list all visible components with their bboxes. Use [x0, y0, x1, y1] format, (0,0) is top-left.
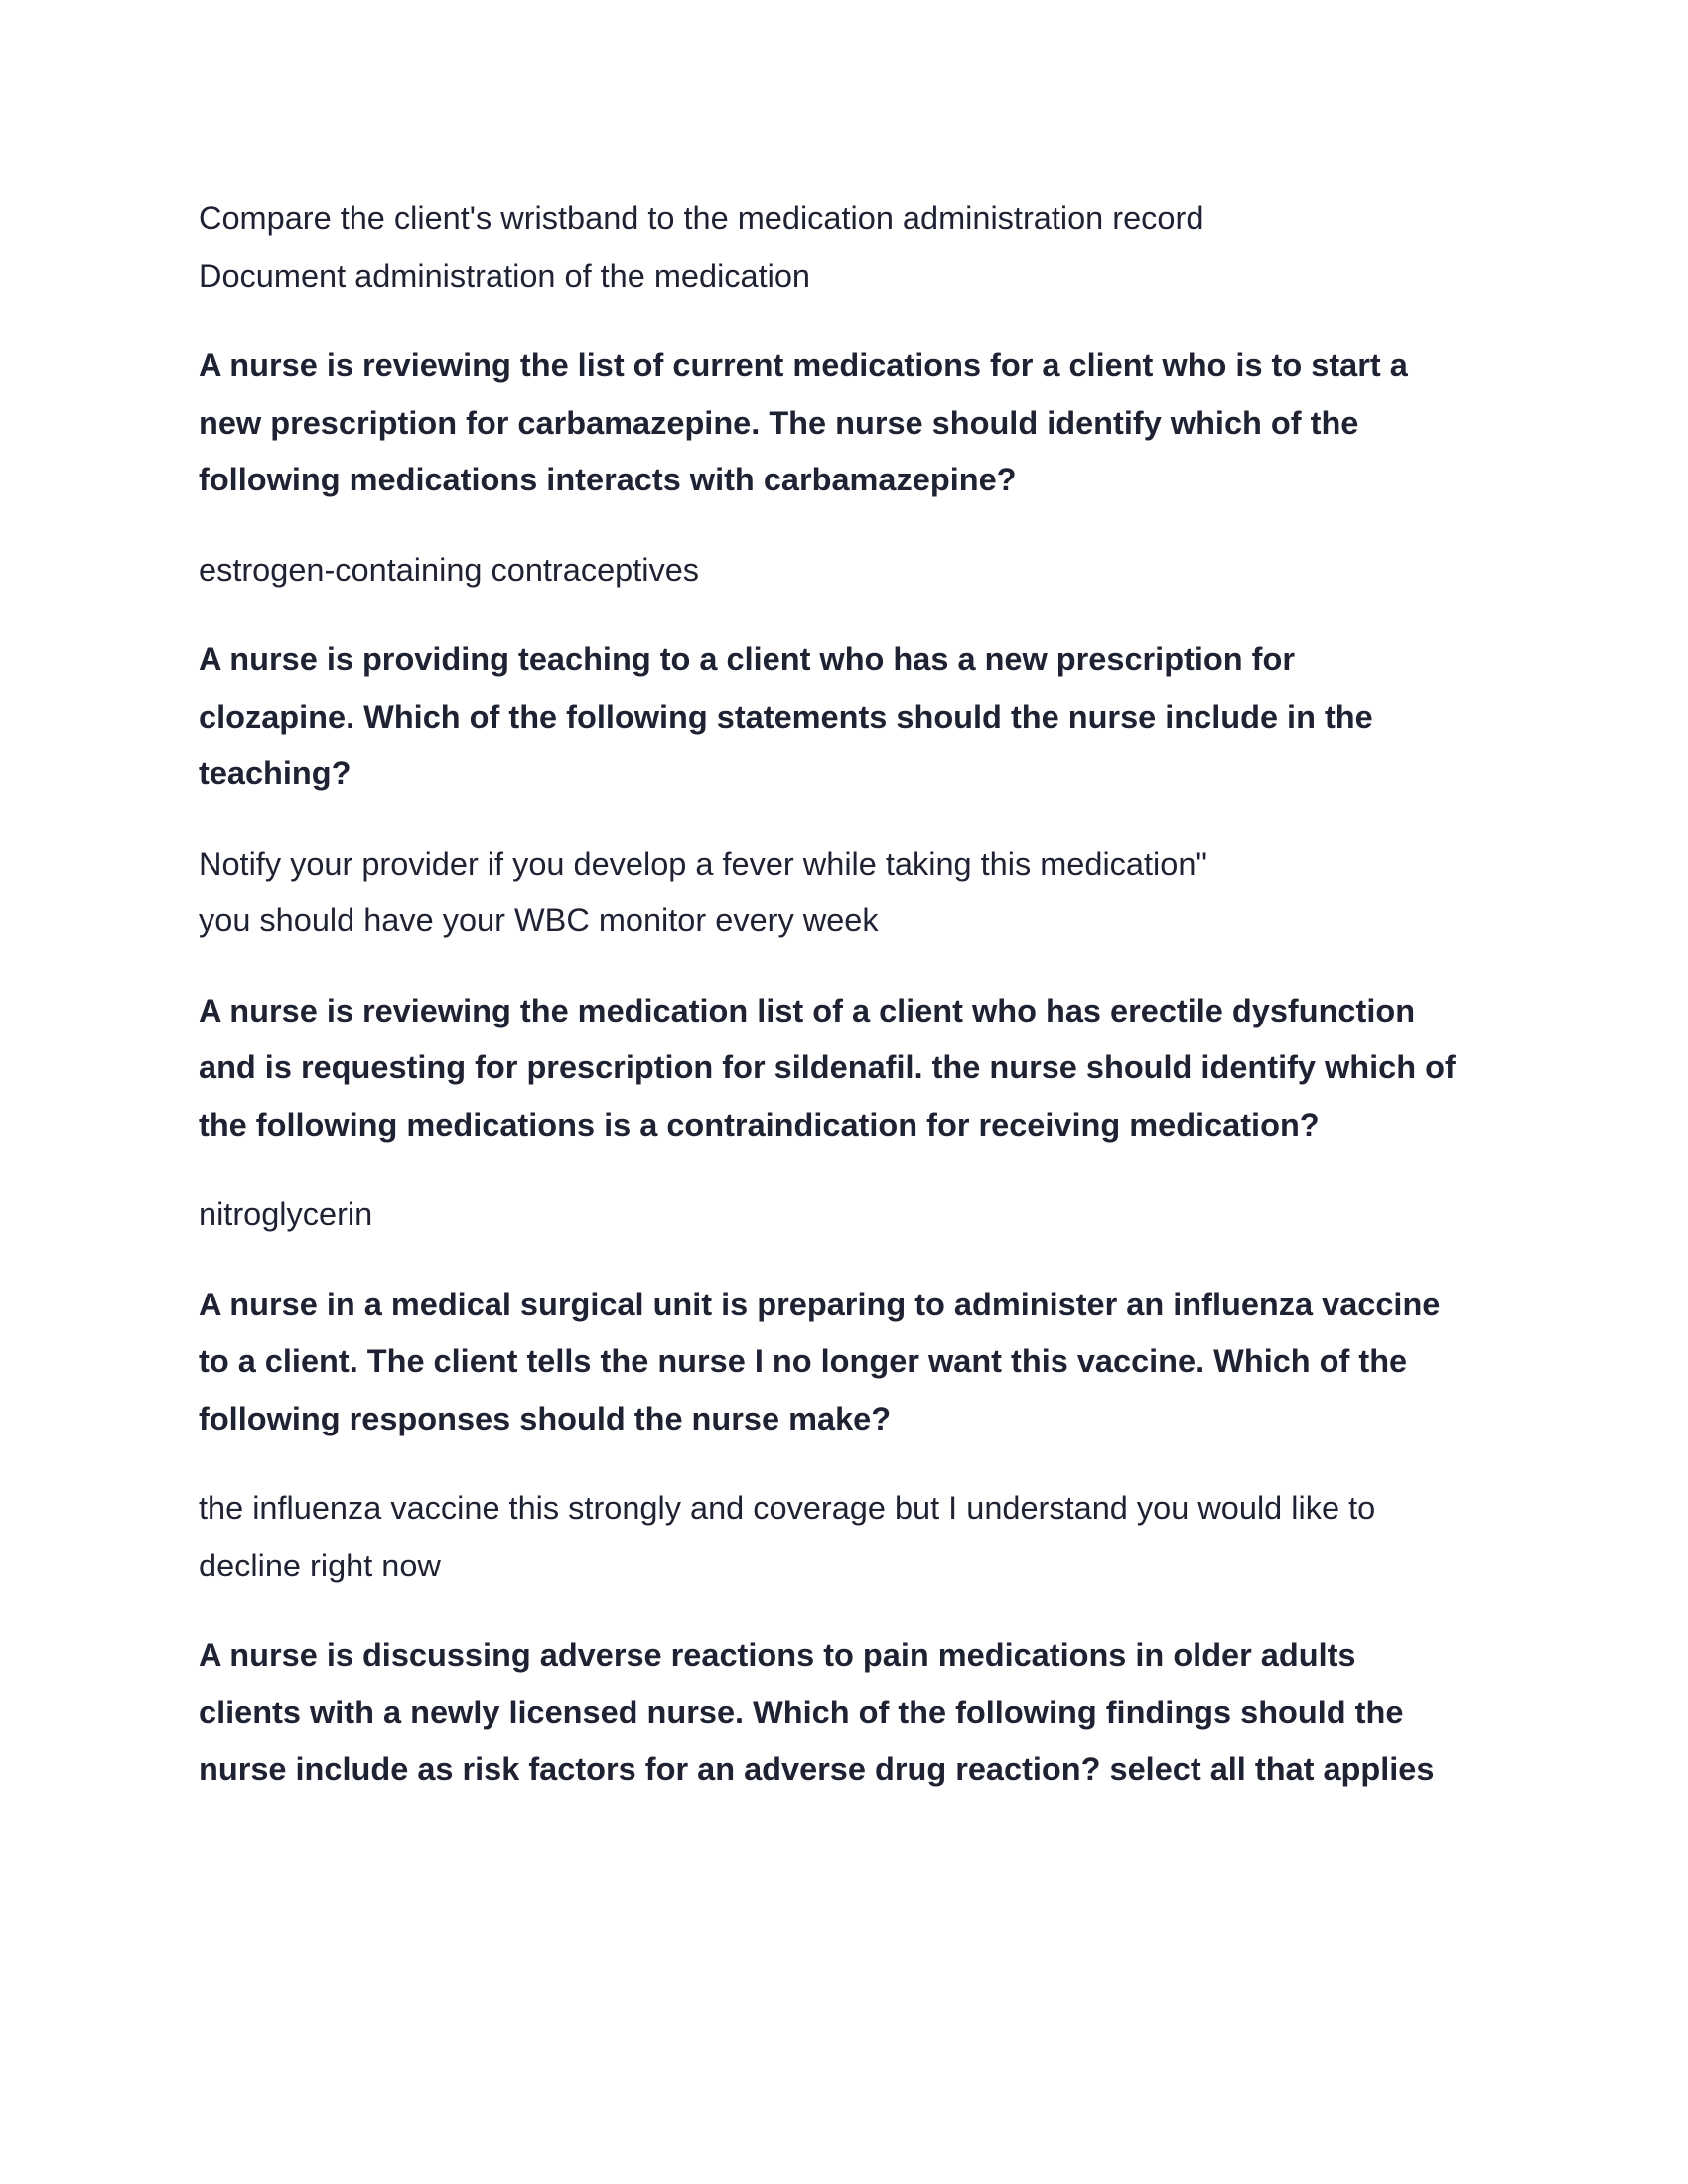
question-line: A nurse is discussing adverse reactions to pain medications in older adults — [199, 1637, 1356, 1673]
answer-line: Document administration of the medication — [199, 257, 811, 294]
question-line: and is requesting for prescription for sildenafil. the nurse should identify which of — [199, 1049, 1456, 1085]
answer-line: nitroglycerin — [199, 1196, 373, 1232]
question-line: A nurse is reviewing the list of current medications for a client who is to start a — [199, 347, 1408, 383]
answer-line: the influenza vaccine this strongly and coverage but I understand you would like to — [199, 1490, 1376, 1526]
question-block-carbamazepine — [199, 338, 1509, 509]
question-line: teaching? — [199, 755, 352, 791]
question-block-clozapine — [199, 631, 1509, 803]
question-line: clozapine. Which of the following statements should the nurse include in the — [199, 698, 1373, 735]
answer-line: decline right now — [199, 1547, 441, 1583]
answer-line: you should have your WBC monitor every week — [199, 902, 879, 938]
question-block-influenza — [199, 1277, 1509, 1448]
question-block-sildenafil — [199, 983, 1509, 1155]
question-line: to a client. The client tells the nurse I no longer want this vaccine. Which of the — [199, 1343, 1408, 1379]
question-line: clients with a newly licensed nurse. Which of the following findings should the — [199, 1694, 1404, 1730]
question-line: A nurse is reviewing the medication list of a client who has erectile dysfunction — [199, 992, 1416, 1028]
answer-block-1 — [199, 191, 1509, 305]
question-line: following medications interacts with carbamazepine? — [199, 462, 1017, 497]
question-line: A nurse in a medical surgical unit is preparing to administer an influenza vaccine — [199, 1286, 1441, 1322]
question-line: nurse include as risk factors for an adverse drug reaction? select all that applies — [199, 1751, 1435, 1787]
question-block-adverse-reactions — [199, 1627, 1509, 1799]
question-line: the following medications is a contraindication for receiving medication? — [199, 1106, 1320, 1143]
document-page — [199, 191, 1509, 1799]
answer-block-sildenafil — [199, 1186, 1509, 1244]
answer-line: estrogen-containing contraceptives — [199, 551, 700, 588]
answer-block-carbamazepine — [199, 542, 1509, 600]
answer-line: Notify your provider if you develop a fever while taking this medication" — [199, 845, 1207, 882]
answer-block-influenza — [199, 1480, 1509, 1594]
question-line: A nurse is providing teaching to a client who has a new prescription for — [199, 641, 1295, 677]
answer-block-clozapine — [199, 836, 1509, 950]
question-line: new prescription for carbamazepine. The nurse should identify which of the — [199, 404, 1359, 441]
answer-line: Compare the client's wristband to the medication administration record — [199, 201, 1204, 236]
question-line: following responses should the nurse make? — [199, 1400, 892, 1436]
